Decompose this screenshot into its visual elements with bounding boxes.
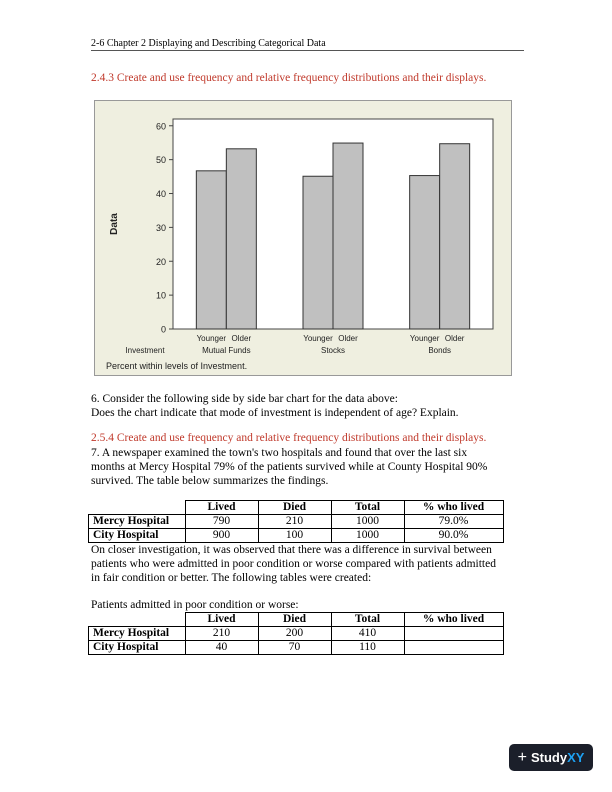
col-header-pct-lived: % who lived bbox=[404, 501, 503, 515]
cell: 100 bbox=[258, 529, 331, 543]
studyxy-logo[interactable] bbox=[509, 744, 593, 771]
cell: 210 bbox=[258, 515, 331, 529]
page-header: 2-6 Chapter 2 Displaying and Describing Categorical Data bbox=[91, 38, 326, 49]
y-tick-label: 0 bbox=[160, 324, 166, 335]
x-bar-label: Older bbox=[231, 334, 252, 343]
question-7 bbox=[91, 446, 521, 488]
cell bbox=[404, 627, 503, 641]
closer-line2: patients who were admitted in poor condition or worse compared with patients admitted bbox=[91, 558, 496, 570]
section-title-2-4-3: 2.4.3 Create and use frequency and relative frequency distributions and their displays. bbox=[91, 72, 487, 84]
table-corner bbox=[89, 613, 186, 627]
header-rule bbox=[91, 50, 524, 51]
x-group-label: Stocks bbox=[320, 346, 346, 355]
y-tick-label: 10 bbox=[155, 290, 166, 301]
cell: 410 bbox=[331, 627, 404, 641]
col-header-died: Died bbox=[258, 501, 331, 515]
bar-mutual-funds-younger bbox=[196, 171, 226, 329]
cell: 110 bbox=[331, 641, 404, 655]
side-by-side-bar-chart bbox=[95, 101, 513, 377]
x-bar-label: Younger bbox=[409, 334, 440, 343]
closer-investigation bbox=[91, 543, 521, 585]
col-header-lived: Lived bbox=[185, 613, 258, 627]
question-6 bbox=[91, 392, 521, 420]
x-bar-label: Older bbox=[338, 334, 358, 343]
bar-bonds-older bbox=[440, 144, 470, 329]
q7-line1: 7. A newspaper examined the town's two hospitals and found that over the last six bbox=[91, 447, 468, 459]
table-row bbox=[89, 529, 504, 543]
x-group-label: Mutual Funds bbox=[202, 346, 251, 355]
bar-stocks-younger bbox=[303, 176, 333, 329]
chart-frame bbox=[94, 100, 512, 376]
cell: 200 bbox=[258, 627, 331, 641]
hospital-summary-table bbox=[88, 500, 504, 543]
col-header-total: Total bbox=[331, 613, 404, 627]
plus-icon: + bbox=[517, 748, 527, 766]
x-bar-label: Younger bbox=[303, 334, 333, 343]
q7-line2: months at Mercy Hospital 79% of the patients survived while at County Hospital 90% bbox=[91, 461, 488, 473]
row-label: Mercy Hospital bbox=[89, 515, 186, 529]
cell: 40 bbox=[185, 641, 258, 655]
cell: 90.0% bbox=[404, 529, 503, 543]
chart-footnote: Percent within levels of Investment. bbox=[106, 361, 248, 371]
q7-line3: survived. The table below summarizes the findings. bbox=[91, 475, 329, 487]
x-bar-label: Older bbox=[444, 334, 465, 343]
cell bbox=[404, 641, 503, 655]
bar-bonds-younger bbox=[410, 176, 440, 329]
y-tick-label: 20 bbox=[155, 256, 166, 267]
bar-mutual-funds-older bbox=[226, 149, 256, 329]
cell: 79.0% bbox=[404, 515, 503, 529]
table-row bbox=[89, 641, 504, 655]
table-corner bbox=[89, 501, 186, 515]
cell: 900 bbox=[185, 529, 258, 543]
q6-line2: Does the chart indicate that mode of investment is independent of age? Explain. bbox=[91, 407, 459, 419]
cell: 1000 bbox=[331, 529, 404, 543]
table-row bbox=[89, 515, 504, 529]
y-tick-label: 50 bbox=[155, 155, 166, 166]
x-group-label: Bonds bbox=[428, 346, 452, 355]
brand-name: StudyXY bbox=[530, 750, 585, 765]
col-header-pct-lived: % who lived bbox=[404, 613, 503, 627]
y-axis-label: Data bbox=[109, 213, 120, 235]
y-tick-label: 40 bbox=[155, 189, 166, 200]
row-label: Mercy Hospital bbox=[89, 627, 186, 641]
table-header-row bbox=[89, 501, 504, 515]
cell: 790 bbox=[185, 515, 258, 529]
closer-line3: in fair condition or better. The following tables were created: bbox=[91, 572, 372, 584]
table2-caption: Patients admitted in poor condition or worse: bbox=[91, 599, 299, 611]
row-label: City Hospital bbox=[89, 529, 186, 543]
table-header-row bbox=[89, 613, 504, 627]
q6-line1: 6. Consider the following side by side bar chart for the data above: bbox=[91, 393, 398, 405]
y-tick-label: 30 bbox=[155, 222, 166, 233]
bar-stocks-older bbox=[333, 143, 363, 329]
cell: 70 bbox=[258, 641, 331, 655]
y-tick-label: 60 bbox=[155, 121, 166, 132]
col-header-died: Died bbox=[258, 613, 331, 627]
closer-line1: On closer investigation, it was observed that there was a difference in survival between bbox=[91, 544, 492, 556]
col-header-lived: Lived bbox=[185, 501, 258, 515]
x-axis-label: Investment bbox=[125, 346, 165, 355]
cell: 1000 bbox=[331, 515, 404, 529]
col-header-total: Total bbox=[331, 501, 404, 515]
poor-condition-table bbox=[88, 612, 504, 655]
section-title-2-5-4: 2.5.4 Create and use frequency and relative frequency distributions and their displays. bbox=[91, 432, 487, 444]
row-label: City Hospital bbox=[89, 641, 186, 655]
table-row bbox=[89, 627, 504, 641]
cell: 210 bbox=[185, 627, 258, 641]
x-bar-label: Younger bbox=[196, 334, 227, 343]
